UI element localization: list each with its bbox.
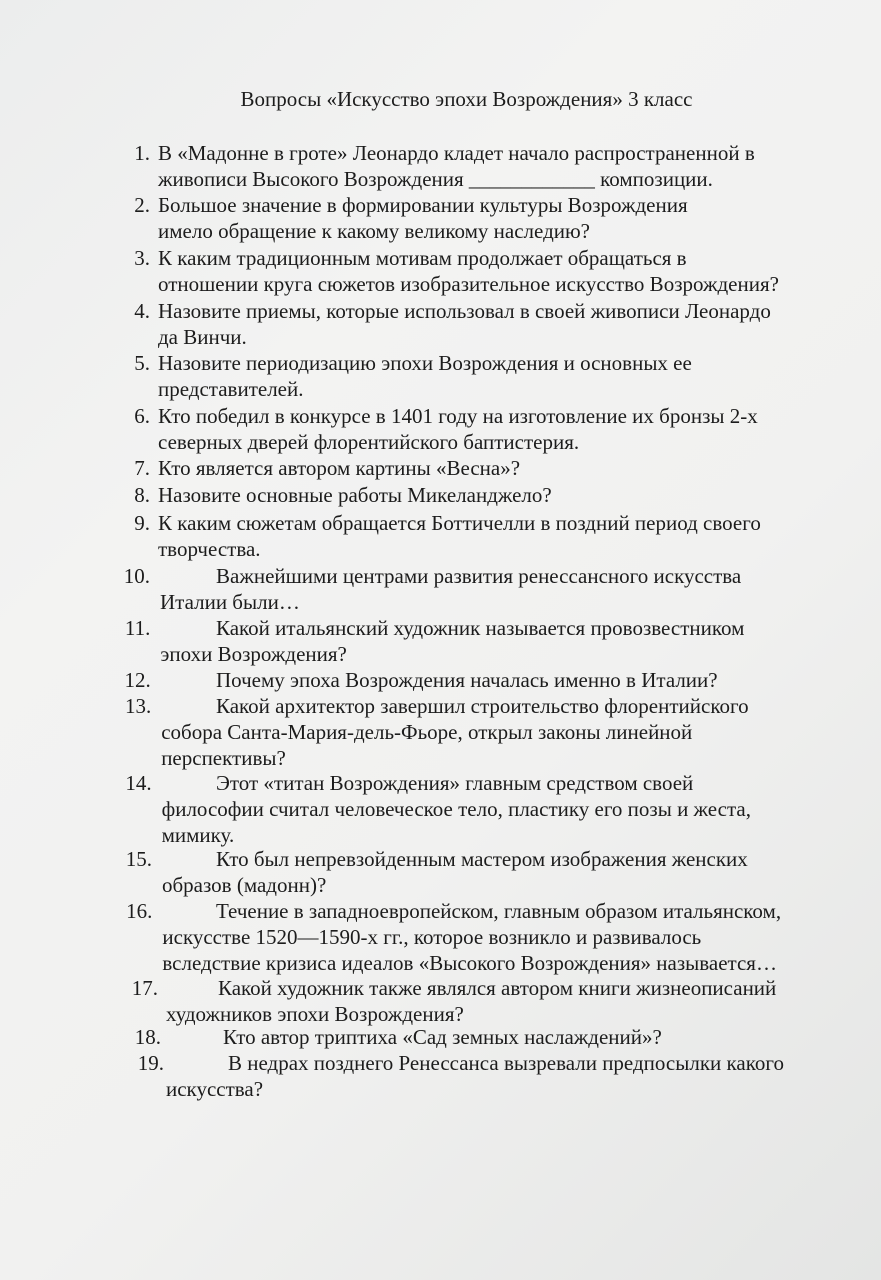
question-text-line: да Винчи. — [158, 325, 247, 349]
question-number: 8. — [134, 483, 150, 507]
question-text-line: собора Санта-Мария-дель-Фьоре, открыл законы линейной — [161, 720, 693, 744]
question-number: 17. — [131, 976, 158, 1000]
question-text-line: Течение в западноевропейском, главным образом итальянском, — [216, 899, 782, 923]
question-text-line: В «Мадонне в гроте» Леонардо кладет начало распространенной в — [158, 141, 755, 165]
question-text-line: искусства? — [166, 1077, 264, 1101]
question-text-line: творчества. — [158, 537, 261, 561]
question-text-line: отношении круга сюжетов изобразительное искусство Возрождения? — [158, 272, 779, 296]
question-text-line: К каким традиционным мотивам продолжает обращаться в — [158, 246, 687, 270]
question-text-line: Какой художник также являлся автором книги жизнеописаний — [218, 976, 777, 1000]
question-text-line: перспективы? — [161, 746, 286, 770]
question-number: 3. — [134, 246, 150, 270]
question-number: 2. — [134, 193, 150, 217]
question-text-line: Какой архитектор завершил строительство флорентийского — [216, 694, 749, 718]
question-text-line: Важнейшими центрами развития ренессансного искусства — [216, 564, 742, 588]
question-text-line: искусстве 1520—1590-х гг., которое возникло и развивалось — [162, 925, 702, 949]
question-text-line: Кто победил в конкурсе в 1401 году на изготовление их бронзы 2-х — [158, 404, 758, 428]
question-number: 4. — [134, 299, 150, 323]
question-number: 13. — [124, 694, 152, 718]
question-number: 11. — [124, 616, 151, 640]
question-text-line: северных дверей флорентийского баптистерия. — [158, 430, 580, 454]
question-text-line: Назовите основные работы Микеланджело? — [158, 483, 552, 507]
question-text-line: Назовите периодизацию эпохи Возрождения и основных ее — [158, 351, 692, 375]
question-text-line: образов (мадонн)? — [162, 873, 327, 897]
question-text-line: Кто автор триптиха «Сад земных наслаждений»? — [223, 1025, 662, 1049]
question-text-line: Этот «титан Возрождения» главным средством своей — [216, 771, 694, 795]
question-text-line: Кто был непревзойденным мастером изображения женских — [216, 847, 748, 871]
question-text-line: В недрах позднего Ренессанса вызревали предпосылки какого — [228, 1051, 784, 1075]
question-text-line: Назовите приемы, которые использовал в своей живописи Леонардо — [158, 299, 771, 323]
question-text-line: мимику. — [161, 823, 235, 847]
question-number: 12. — [124, 668, 151, 692]
question-text-line: Почему эпоха Возрождения началась именно в Италии? — [216, 668, 718, 692]
question-text-line: имело обращение к какому великому наследию? — [158, 219, 590, 243]
question-text-line: Какой итальянский художник называется провозвестником — [216, 616, 745, 640]
question-text-line: Большое значение в формировании культуры Возрождения — [158, 193, 688, 217]
question-number: 10. — [123, 564, 150, 588]
question-text-line: представителей. — [158, 377, 304, 401]
question-text-line: Италии были… — [160, 590, 300, 614]
question-number: 7. — [134, 456, 150, 480]
question-number: 16. — [126, 899, 153, 923]
question-text-line: Кто является автором картины «Весна»? — [158, 456, 521, 480]
question-number: 18. — [134, 1025, 161, 1049]
question-number: 5. — [134, 351, 150, 375]
question-text-line: художников эпохи Возрождения? — [166, 1002, 464, 1026]
question-number: 15. — [125, 847, 152, 871]
question-number: 19. — [137, 1051, 164, 1075]
question-text-line: живописи Высокого Возрождения ____________ композиции. — [158, 167, 713, 191]
question-number: 14. — [125, 771, 152, 795]
page-title: Вопросы «Искусство эпохи Возрождения» 3 класс — [240, 87, 693, 111]
question-number: 1. — [134, 141, 150, 165]
question-text-line: философии считал человеческое тело, пластику его позы и жеста, — [161, 797, 751, 821]
question-number: 9. — [134, 511, 150, 535]
question-number: 6. — [134, 404, 150, 428]
question-text-line: вследствие кризиса идеалов «Высокого Возрождения» называется… — [162, 951, 777, 975]
question-text-line: эпохи Возрождения? — [160, 642, 347, 666]
question-text-line: К каким сюжетам обращается Боттичелли в поздний период своего — [158, 511, 761, 535]
